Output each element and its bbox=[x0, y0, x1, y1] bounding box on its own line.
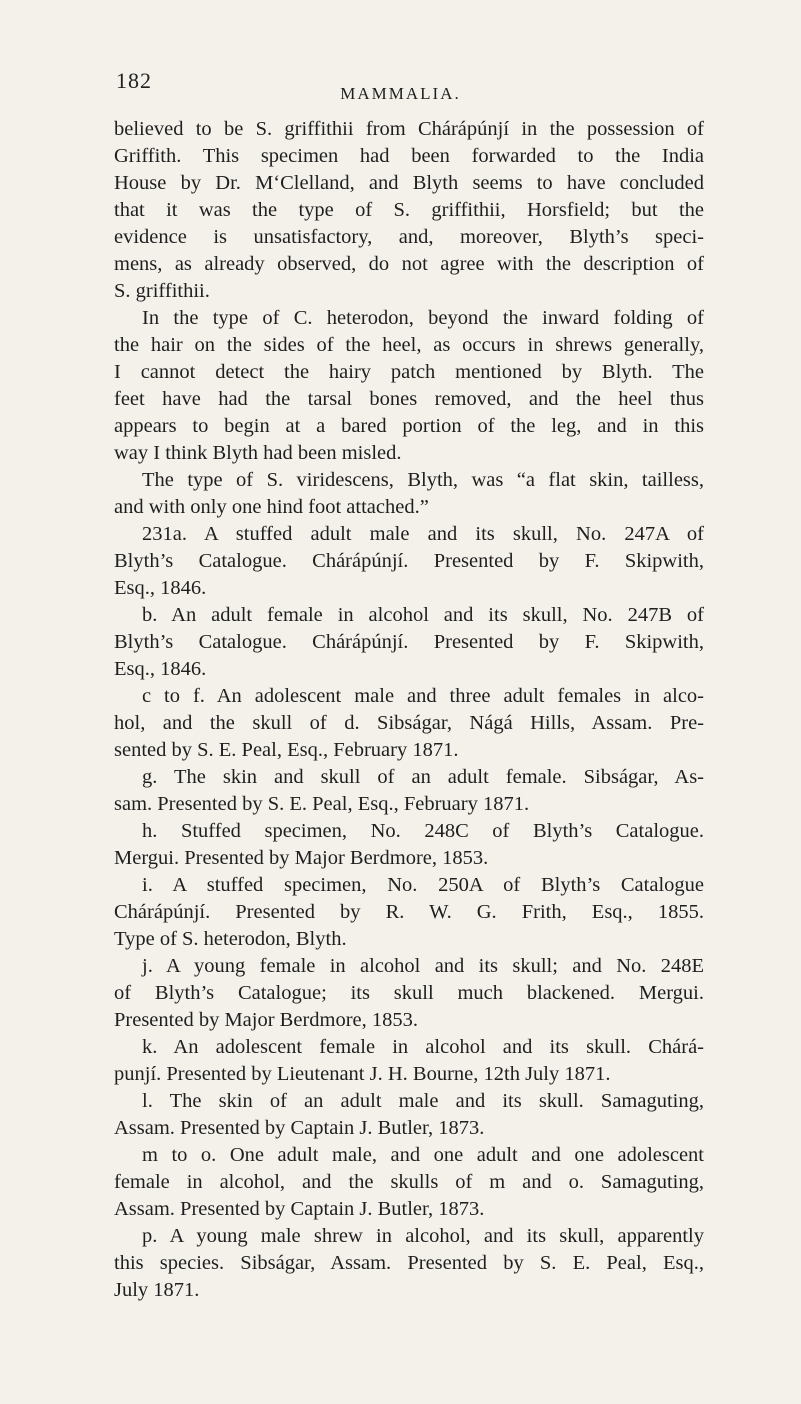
text-line: S. griffithii. bbox=[114, 280, 210, 302]
text-line: Esq., 1846. bbox=[114, 577, 207, 599]
text-line: sented by S. E. Peal, Esq., February 1871. bbox=[114, 739, 459, 761]
text-line: Assam. Presented by Captain J. Butler, 1873. bbox=[114, 1117, 485, 1139]
text-line: Blyth’s Catalogue. Chárápúnjí. Presented by F. Skipwith, bbox=[114, 550, 704, 572]
page-number: 182 bbox=[116, 68, 152, 93]
text-line: Mergui. Presented by Major Berdmore, 1853. bbox=[114, 847, 489, 869]
text-line: 231a. A stuffed adult male and its skull, No. 247A of bbox=[142, 523, 704, 545]
text-line: h. Stuffed specimen, No. 248C of Blyth’s Catalogue. bbox=[142, 820, 704, 842]
text-line: g. The skin and skull of an adult female. Sibságar, As- bbox=[142, 766, 704, 788]
text-line: m to o. One adult male, and one adult and one adolescent bbox=[142, 1144, 704, 1166]
body-text bbox=[114, 116, 704, 1304]
text-line: I cannot detect the hairy patch mentioned by Blyth. The bbox=[114, 361, 704, 383]
text-line: Presented by Major Berdmore, 1853. bbox=[114, 1009, 419, 1031]
text-line: evidence is unsatisfactory, and, moreover, Blyth’s speci- bbox=[114, 226, 704, 248]
text-line: Esq., 1846. bbox=[114, 658, 207, 680]
text-line: j. A young female in alcohol and its skull; and No. 248E bbox=[142, 955, 704, 977]
text-line: feet have had the tarsal bones removed, and the heel thus bbox=[114, 388, 704, 410]
text-line: i. A stuffed specimen, No. 250A of Blyth’s Catalogue bbox=[142, 874, 704, 896]
text-line: Assam. Presented by Captain J. Butler, 1873. bbox=[114, 1198, 485, 1220]
text-line: b. An adult female in alcohol and its skull, No. 247B of bbox=[142, 604, 704, 626]
text-line: In the type of C. heterodon, beyond the inward folding of bbox=[142, 307, 704, 329]
text-line: Type of S. heterodon, Blyth. bbox=[114, 928, 347, 950]
text-line: this species. Sibságar, Assam. Presented by S. E. Peal, Esq., bbox=[114, 1252, 704, 1274]
text-line: House by Dr. M‘Clelland, and Blyth seems to have concluded bbox=[114, 172, 704, 194]
text-line: Griffith. This specimen had been forwarded to the India bbox=[114, 145, 704, 167]
text-line: and with only one hind foot attached.” bbox=[114, 496, 429, 518]
text-line: mens, as already observed, do not agree with the description of bbox=[114, 253, 704, 275]
text-line: The type of S. viridescens, Blyth, was “a flat skin, tailless, bbox=[142, 469, 704, 491]
text-line: way I think Blyth had been misled. bbox=[114, 442, 402, 464]
text-line: punjí. Presented by Lieutenant J. H. Bourne, 12th July 1871. bbox=[114, 1063, 611, 1085]
text-line: the hair on the sides of the heel, as occurs in shrews generally, bbox=[114, 334, 704, 356]
text-line: Chárápúnjí. Presented by R. W. G. Frith, Esq., 1855. bbox=[114, 901, 704, 923]
text-line: of Blyth’s Catalogue; its skull much blackened. Mergui. bbox=[114, 982, 704, 1004]
text-line: sam. Presented by S. E. Peal, Esq., February 1871. bbox=[114, 793, 530, 815]
text-line: believed to be S. griffithii from Chárápúnjí in the possession of bbox=[114, 118, 704, 140]
text-line: July 1871. bbox=[114, 1279, 200, 1301]
text-line: female in alcohol, and the skulls of m and o. Samaguting, bbox=[114, 1171, 704, 1193]
text-line: Blyth’s Catalogue. Chárápúnjí. Presented by F. Skipwith, bbox=[114, 631, 704, 653]
text-line: p. A young male shrew in alcohol, and its skull, apparently bbox=[142, 1225, 704, 1247]
text-line: l. The skin of an adult male and its skull. Samaguting, bbox=[142, 1090, 704, 1112]
text-line: k. An adolescent female in alcohol and its skull. Chárá- bbox=[142, 1036, 704, 1058]
text-line: appears to begin at a bared portion of the leg, and in this bbox=[114, 415, 704, 437]
text-line: hol, and the skull of d. Sibságar, Nágá Hills, Assam. Pre- bbox=[114, 712, 704, 734]
running-head: MAMMALIA. bbox=[340, 84, 461, 103]
text-line: c to f. An adolescent male and three adult females in alco- bbox=[142, 685, 704, 707]
text-line: that it was the type of S. griffithii, Horsfield; but the bbox=[114, 199, 704, 221]
